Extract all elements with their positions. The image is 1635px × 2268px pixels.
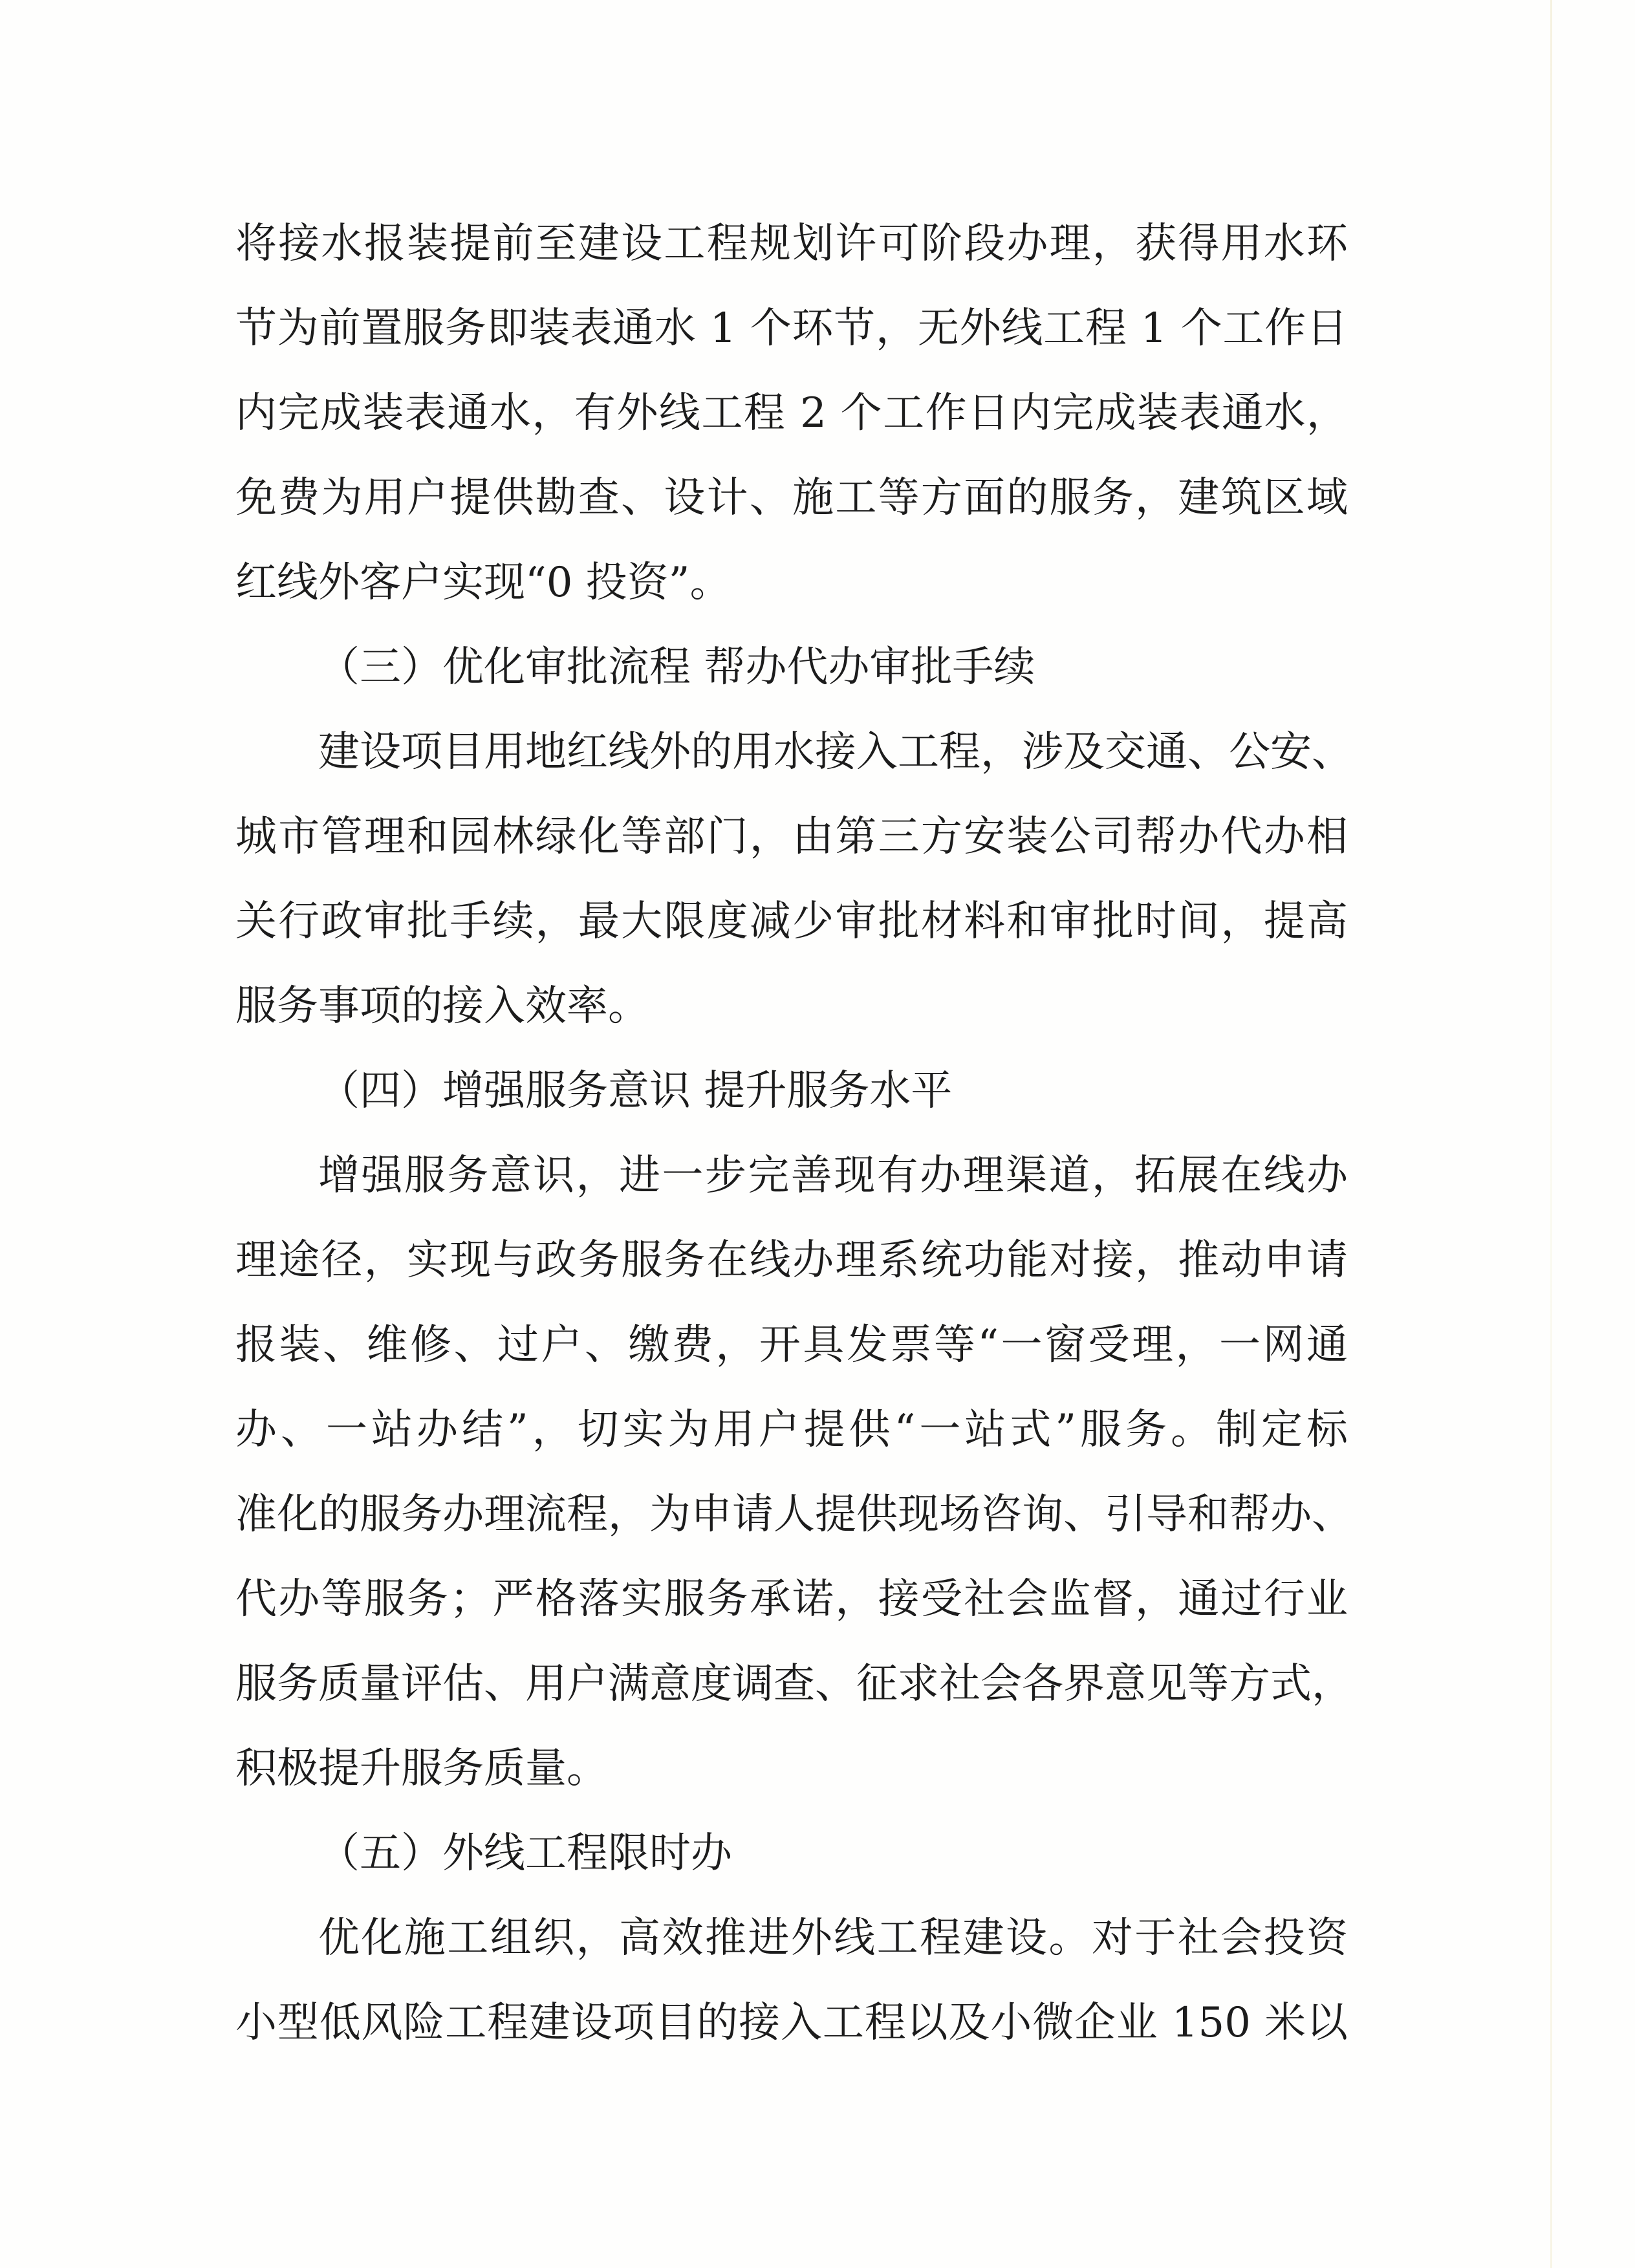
text-line: 积极提升服务质量。 (235, 1745, 608, 1793)
text-line: 报装、维修、过户、缴费，开具发票等“一窗受理，一网通 (235, 1321, 1348, 1369)
text-line: 关行政审批手续，最大限度减少审批材料和审批时间，提高 (235, 898, 1348, 945)
text-line: 办、一站办结”，切实为用户提供“一站式”服务。制定标 (235, 1406, 1348, 1454)
text-line: 代办等服务；严格落实服务承诺，接受社会监督，通过行业 (235, 1575, 1348, 1623)
text-line: 准化的服务办理流程，为申请人提供现场咨询、引导和帮办、 (235, 1491, 1353, 1539)
text-line: 增强服务意识，进一步完善现有办理渠道，拓展在线办 (318, 1152, 1348, 1200)
scan-edge-mark (1550, 0, 1552, 2268)
document-body (235, 202, 1353, 2066)
section-heading-4: （四）增强服务意识 提升服务水平 (318, 1067, 953, 1115)
text-line: 城市管理和园林绿化等部门，由第三方安装公司帮办代办相 (235, 813, 1348, 861)
text-line: 小型低风险工程建设项目的接入工程以及小微企业 150 米以 (235, 1999, 1348, 2047)
text-line: 理途径，实现与政务服务在线办理系统功能对接，推动申请 (235, 1237, 1348, 1284)
text-line: 红线外客户实现“0 投资”。 (235, 559, 731, 607)
text-line: 免费为用户提供勘查、设计、施工等方面的服务，建筑区域 (235, 474, 1348, 522)
text-line: 节为前置服务即装表通水 1 个环节，无外线工程 1 个工作日 (235, 305, 1348, 352)
text-line: 服务事项的接入效率。 (235, 982, 649, 1030)
text-line: 建设项目用地红线外的用水接入工程，涉及交通、公安、 (318, 728, 1353, 776)
text-line: 优化施工组织，高效推进外线工程建设。对于社会投资 (318, 1914, 1348, 1962)
section-heading-5: （五）外线工程限时办 (318, 1830, 732, 1877)
text-line: 服务质量评估、用户满意度调查、征求社会各界意见等方式， (235, 1660, 1353, 1708)
section-heading-3: （三）优化审批流程 帮办代办审批手续 (318, 643, 1035, 691)
text-line: 内完成装表通水，有外线工程 2 个工作日内完成装表通水， (235, 389, 1348, 437)
text-line: 将接水报装提前至建设工程规划许可阶段办理，获得用水环 (235, 220, 1348, 268)
